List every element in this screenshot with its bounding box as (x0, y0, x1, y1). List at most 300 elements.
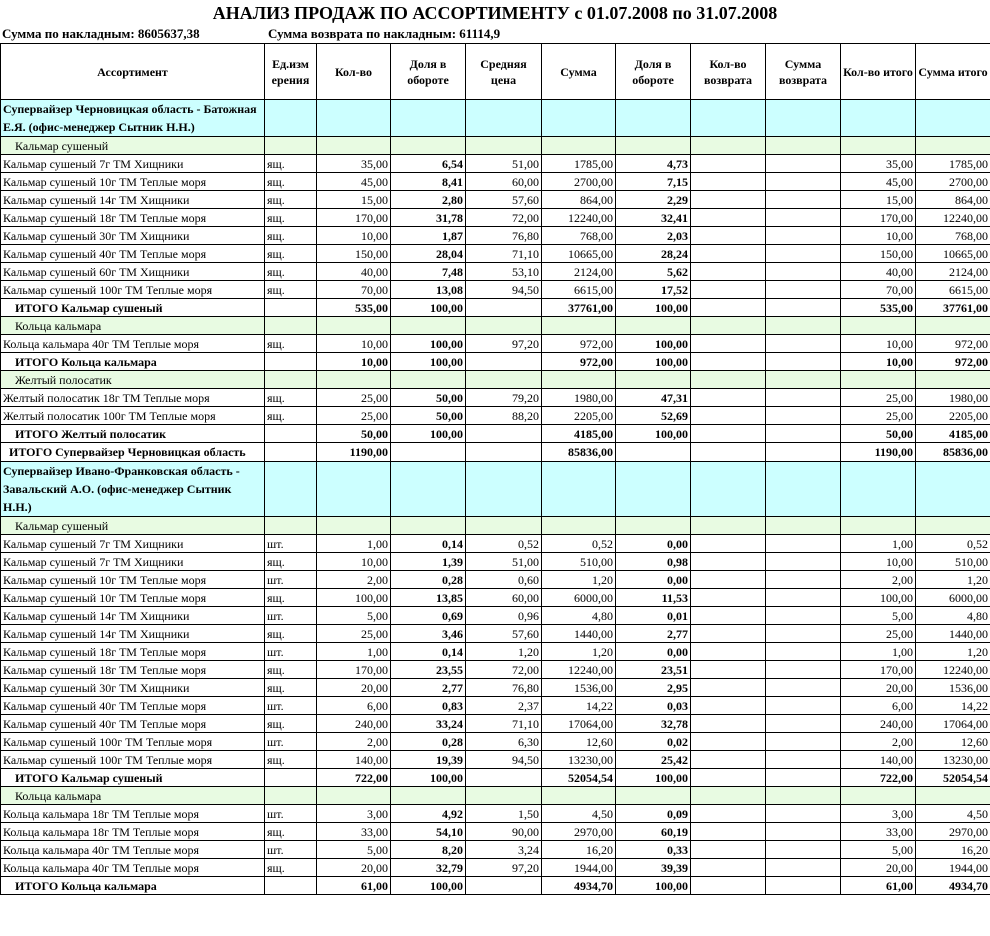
group-total-row (1, 769, 990, 787)
value-cell (841, 137, 916, 155)
value-cell (616, 137, 691, 155)
value-cell: 864,00 (542, 191, 616, 209)
value-cell: 79,20 (466, 389, 542, 407)
value-cell: 6000,00 (542, 589, 616, 607)
value-cell: 3,00 (317, 805, 391, 823)
value-cell: 100,00 (616, 299, 691, 317)
value-cell: 10,00 (841, 227, 916, 245)
empty-cell (317, 462, 391, 517)
assortment-cell: Кальмар сушеный 14г ТМ Хищники (1, 607, 265, 625)
value-cell: 11,53 (616, 589, 691, 607)
assortment-cell: Кольца кальмара 40г ТМ Теплые моря (1, 841, 265, 859)
value-cell (841, 371, 916, 389)
value-cell: 1,20 (466, 643, 542, 661)
value-cell: 10,00 (841, 353, 916, 371)
value-cell: 88,20 (466, 407, 542, 425)
value-cell: 40,00 (841, 263, 916, 281)
value-cell: 97,20 (466, 335, 542, 353)
value-cell: 20,00 (317, 679, 391, 697)
value-cell: 94,50 (466, 751, 542, 769)
supervisor-name: Супервайзер Ивано-Франковская область - Завальский А.О. (офис-менеджер Сытник Н.Н.) (1, 462, 265, 517)
sales-table (0, 43, 990, 895)
value-cell: 2,29 (616, 191, 691, 209)
value-cell (766, 191, 841, 209)
value-cell: 0,02 (616, 733, 691, 751)
value-cell: 2,77 (391, 679, 466, 697)
value-cell: 10,00 (841, 553, 916, 571)
table-row (1, 625, 990, 643)
value-cell: 17,52 (616, 281, 691, 299)
value-cell: 10,00 (317, 227, 391, 245)
value-cell (691, 553, 766, 571)
value-cell: 1,00 (841, 643, 916, 661)
value-cell: 10,00 (317, 553, 391, 571)
value-cell (841, 517, 916, 535)
value-cell: 2700,00 (542, 173, 616, 191)
value-cell (317, 787, 391, 805)
value-cell: 2205,00 (916, 407, 990, 425)
unit-cell (265, 787, 317, 805)
value-cell (691, 299, 766, 317)
value-cell: 17064,00 (916, 715, 990, 733)
value-cell: 2,77 (616, 625, 691, 643)
value-cell: 100,00 (391, 877, 466, 895)
unit-cell: ящ. (265, 823, 317, 841)
unit-cell (265, 425, 317, 443)
value-cell (766, 389, 841, 407)
value-cell (766, 643, 841, 661)
value-cell (542, 317, 616, 335)
value-cell: 76,80 (466, 679, 542, 697)
value-cell: 1,00 (317, 535, 391, 553)
assortment-cell: Кальмар сушеный 14г ТМ Хищники (1, 191, 265, 209)
value-cell: 90,00 (466, 823, 542, 841)
value-cell (766, 299, 841, 317)
value-cell: 510,00 (916, 553, 990, 571)
value-cell: 4185,00 (916, 425, 990, 443)
value-cell: 12240,00 (916, 209, 990, 227)
value-cell (766, 263, 841, 281)
value-cell: 28,24 (616, 245, 691, 263)
value-cell (766, 607, 841, 625)
value-cell: 4,80 (916, 607, 990, 625)
value-cell (841, 787, 916, 805)
table-row (1, 227, 990, 245)
value-cell (916, 371, 990, 389)
value-cell: 10665,00 (916, 245, 990, 263)
value-cell (466, 299, 542, 317)
value-cell: 33,00 (317, 823, 391, 841)
value-cell (691, 173, 766, 191)
value-cell: 0,98 (616, 553, 691, 571)
value-cell (466, 353, 542, 371)
empty-cell (616, 462, 691, 517)
col-share-sum: Доля в обороте (616, 44, 691, 100)
value-cell: 100,00 (616, 335, 691, 353)
col-unit: Ед.изм ерения (265, 44, 317, 100)
empty-cell (265, 462, 317, 517)
value-cell: 0,28 (391, 733, 466, 751)
value-cell (691, 389, 766, 407)
value-cell: 2,00 (841, 733, 916, 751)
empty-cell (841, 462, 916, 517)
value-cell: 0,28 (391, 571, 466, 589)
table-row (1, 607, 990, 625)
unit-cell: ящ. (265, 589, 317, 607)
return-sum: Сумма возврата по накладным: 61114,9 (268, 26, 501, 41)
value-cell: 0,52 (916, 535, 990, 553)
value-cell: 19,39 (391, 751, 466, 769)
value-cell (691, 625, 766, 643)
value-cell (466, 443, 542, 462)
table-row (1, 389, 990, 407)
value-cell: 100,00 (616, 353, 691, 371)
value-cell: 32,79 (391, 859, 466, 877)
supervisor-total-row (1, 443, 990, 462)
unit-cell: ящ. (265, 335, 317, 353)
unit-cell: ящ. (265, 679, 317, 697)
value-cell (466, 317, 542, 335)
value-cell (766, 517, 841, 535)
group-total-row (1, 299, 990, 317)
assortment-cell: ИТОГО Кальмар сушеный (1, 769, 265, 787)
unit-cell (265, 769, 317, 787)
value-cell: 1785,00 (916, 155, 990, 173)
value-cell: 2700,00 (916, 173, 990, 191)
supervisor-name: Супервайзер Черновицкая область - Батожная Е.Я. (офис-менеджер Сытник Н.Н.) (1, 100, 265, 137)
assortment-cell: Кольца кальмара (1, 317, 265, 335)
value-cell (916, 137, 990, 155)
value-cell: 2,03 (616, 227, 691, 245)
table-row (1, 823, 990, 841)
value-cell (766, 805, 841, 823)
unit-cell (265, 371, 317, 389)
value-cell (391, 787, 466, 805)
table-row (1, 263, 990, 281)
empty-cell (691, 462, 766, 517)
value-cell: 71,10 (466, 245, 542, 263)
value-cell (766, 841, 841, 859)
value-cell: 6615,00 (542, 281, 616, 299)
unit-cell: шт. (265, 733, 317, 751)
value-cell: 20,00 (317, 859, 391, 877)
value-cell: 35,00 (841, 155, 916, 173)
assortment-cell: Кольца кальмара 18г ТМ Теплые моря (1, 823, 265, 841)
table-row (1, 805, 990, 823)
table-row (1, 661, 990, 679)
value-cell: 10,00 (317, 335, 391, 353)
value-cell: 0,14 (391, 643, 466, 661)
group-row (1, 787, 990, 805)
value-cell: 13230,00 (542, 751, 616, 769)
value-cell: 45,00 (317, 173, 391, 191)
value-cell: 25,00 (841, 625, 916, 643)
assortment-cell: Кальмар сушеный 40г ТМ Теплые моря (1, 697, 265, 715)
value-cell: 23,55 (391, 661, 466, 679)
value-cell (542, 517, 616, 535)
value-cell: 25,00 (317, 407, 391, 425)
value-cell: 100,00 (391, 353, 466, 371)
value-cell: 150,00 (317, 245, 391, 263)
header-row (1, 44, 990, 100)
value-cell: 37761,00 (916, 299, 990, 317)
value-cell: 4,50 (542, 805, 616, 823)
value-cell (766, 589, 841, 607)
empty-cell (916, 462, 990, 517)
unit-cell (265, 877, 317, 895)
value-cell: 54,10 (391, 823, 466, 841)
value-cell: 170,00 (317, 661, 391, 679)
value-cell: 4,50 (916, 805, 990, 823)
assortment-cell: Желтый полосатик (1, 371, 265, 389)
value-cell (317, 371, 391, 389)
value-cell: 25,42 (616, 751, 691, 769)
assortment-cell: Кольца кальмара 40г ТМ Теплые моря (1, 335, 265, 353)
value-cell: 52054,54 (916, 769, 990, 787)
value-cell (766, 353, 841, 371)
unit-cell: ящ. (265, 191, 317, 209)
value-cell: 50,00 (841, 425, 916, 443)
value-cell: 0,52 (542, 535, 616, 553)
value-cell: 35,00 (317, 155, 391, 173)
value-cell: 535,00 (841, 299, 916, 317)
value-cell: 12,60 (542, 733, 616, 751)
value-cell: 972,00 (916, 335, 990, 353)
value-cell: 60,00 (466, 589, 542, 607)
value-cell: 722,00 (841, 769, 916, 787)
value-cell: 7,48 (391, 263, 466, 281)
value-cell: 5,00 (317, 607, 391, 625)
value-cell (766, 679, 841, 697)
value-cell (766, 155, 841, 173)
unit-cell: ящ. (265, 227, 317, 245)
assortment-cell: Кальмар сушеный 40г ТМ Теплые моря (1, 245, 265, 263)
value-cell: 10665,00 (542, 245, 616, 263)
assortment-cell: Кальмар сушеный (1, 137, 265, 155)
value-cell: 1944,00 (542, 859, 616, 877)
unit-cell: ящ. (265, 715, 317, 733)
value-cell (766, 625, 841, 643)
value-cell: 39,39 (616, 859, 691, 877)
value-cell (691, 589, 766, 607)
value-cell (466, 371, 542, 389)
unit-cell (265, 353, 317, 371)
value-cell: 4,73 (616, 155, 691, 173)
unit-cell: шт. (265, 607, 317, 625)
assortment-cell: ИТОГО Кольца кальмара (1, 877, 265, 895)
table-row (1, 173, 990, 191)
table-row (1, 697, 990, 715)
value-cell (766, 407, 841, 425)
value-cell: 50,00 (317, 425, 391, 443)
assortment-cell: Кальмар сушеный 40г ТМ Теплые моря (1, 715, 265, 733)
value-cell: 50,00 (391, 407, 466, 425)
value-cell: 2,00 (317, 571, 391, 589)
value-cell: 51,00 (466, 155, 542, 173)
value-cell (616, 443, 691, 462)
value-cell: 1536,00 (916, 679, 990, 697)
value-cell: 16,20 (542, 841, 616, 859)
value-cell (691, 823, 766, 841)
assortment-cell: Кальмар сушеный 30г ТМ Хищники (1, 227, 265, 245)
value-cell: 60,19 (616, 823, 691, 841)
assortment-cell: Кальмар сушеный (1, 517, 265, 535)
value-cell: 52,69 (616, 407, 691, 425)
value-cell: 25,00 (317, 389, 391, 407)
value-cell (691, 769, 766, 787)
value-cell: 2,00 (317, 733, 391, 751)
table-row (1, 751, 990, 769)
value-cell: 2124,00 (542, 263, 616, 281)
value-cell: 6615,00 (916, 281, 990, 299)
value-cell: 6,54 (391, 155, 466, 173)
value-cell (766, 245, 841, 263)
table-row (1, 733, 990, 751)
value-cell: 2970,00 (542, 823, 616, 841)
value-cell: 768,00 (916, 227, 990, 245)
assortment-cell: Кальмар сушеный 100г ТМ Теплые моря (1, 733, 265, 751)
value-cell (691, 571, 766, 589)
value-cell (766, 769, 841, 787)
value-cell: 864,00 (916, 191, 990, 209)
value-cell: 1,20 (542, 643, 616, 661)
unit-cell: шт. (265, 697, 317, 715)
col-total-qty: Кол-во итого (841, 44, 916, 100)
table-row (1, 679, 990, 697)
value-cell: 6,30 (466, 733, 542, 751)
value-cell: 768,00 (542, 227, 616, 245)
col-return-qty: Кол-во возврата (691, 44, 766, 100)
value-cell: 6,00 (841, 697, 916, 715)
table-row (1, 281, 990, 299)
assortment-cell: Кальмар сушеный 100г ТМ Теплые моря (1, 281, 265, 299)
value-cell: 17064,00 (542, 715, 616, 733)
value-cell (691, 805, 766, 823)
value-cell (691, 335, 766, 353)
empty-cell (691, 100, 766, 137)
value-cell: 1785,00 (542, 155, 616, 173)
value-cell: 20,00 (841, 679, 916, 697)
value-cell (766, 877, 841, 895)
assortment-cell: Кальмар сушеный 10г ТМ Теплые моря (1, 571, 265, 589)
value-cell: 4185,00 (542, 425, 616, 443)
value-cell: 12240,00 (542, 661, 616, 679)
value-cell: 16,20 (916, 841, 990, 859)
value-cell: 60,00 (466, 173, 542, 191)
table-row (1, 643, 990, 661)
value-cell (766, 317, 841, 335)
value-cell: 61,00 (841, 877, 916, 895)
assortment-cell: Кольца кальмара (1, 787, 265, 805)
value-cell: 3,46 (391, 625, 466, 643)
value-cell: 7,15 (616, 173, 691, 191)
value-cell: 2970,00 (916, 823, 990, 841)
value-cell (391, 317, 466, 335)
value-cell: 100,00 (317, 589, 391, 607)
unit-cell: шт. (265, 841, 317, 859)
value-cell (616, 787, 691, 805)
value-cell: 71,10 (466, 715, 542, 733)
table-row (1, 209, 990, 227)
value-cell: 0,09 (616, 805, 691, 823)
summary-line (0, 26, 990, 43)
value-cell: 52054,54 (542, 769, 616, 787)
value-cell: 13230,00 (916, 751, 990, 769)
table-row (1, 859, 990, 877)
unit-cell: ящ. (265, 553, 317, 571)
value-cell (691, 607, 766, 625)
value-cell (766, 733, 841, 751)
value-cell: 5,00 (841, 841, 916, 859)
table-row (1, 841, 990, 859)
value-cell: 140,00 (317, 751, 391, 769)
unit-cell: шт. (265, 643, 317, 661)
value-cell: 28,04 (391, 245, 466, 263)
value-cell: 1,20 (916, 571, 990, 589)
empty-cell (542, 100, 616, 137)
value-cell: 13,85 (391, 589, 466, 607)
supervisor-row (1, 462, 990, 517)
value-cell: 12240,00 (916, 661, 990, 679)
value-cell: 5,00 (841, 607, 916, 625)
value-cell: 13,08 (391, 281, 466, 299)
value-cell (317, 137, 391, 155)
value-cell: 5,00 (317, 841, 391, 859)
table-row (1, 155, 990, 173)
value-cell: 8,41 (391, 173, 466, 191)
unit-cell (265, 299, 317, 317)
value-cell (466, 769, 542, 787)
value-cell (691, 245, 766, 263)
value-cell: 2,95 (616, 679, 691, 697)
unit-cell (265, 443, 317, 462)
value-cell (466, 877, 542, 895)
value-cell: 47,31 (616, 389, 691, 407)
empty-cell (542, 462, 616, 517)
assortment-cell: ИТОГО Желтый полосатик (1, 425, 265, 443)
value-cell (691, 371, 766, 389)
assortment-cell: Кальмар сушеный 10г ТМ Теплые моря (1, 589, 265, 607)
assortment-cell: Кальмар сушеный 7г ТМ Хищники (1, 535, 265, 553)
value-cell: 150,00 (841, 245, 916, 263)
value-cell (766, 227, 841, 245)
value-cell: 0,33 (616, 841, 691, 859)
value-cell: 70,00 (841, 281, 916, 299)
col-return-sum: Сумма возврата (766, 44, 841, 100)
col-sum: Сумма (542, 44, 616, 100)
value-cell (841, 317, 916, 335)
value-cell (691, 679, 766, 697)
value-cell (391, 443, 466, 462)
value-cell: 140,00 (841, 751, 916, 769)
value-cell (766, 571, 841, 589)
assortment-cell: Кальмар сушеный 30г ТМ Хищники (1, 679, 265, 697)
value-cell: 0,00 (616, 535, 691, 553)
value-cell (691, 535, 766, 553)
value-cell (766, 137, 841, 155)
value-cell (691, 137, 766, 155)
value-cell: 1,20 (916, 643, 990, 661)
empty-cell (317, 100, 391, 137)
value-cell: 100,00 (391, 425, 466, 443)
value-cell: 100,00 (616, 877, 691, 895)
value-cell: 32,78 (616, 715, 691, 733)
empty-cell (916, 100, 990, 137)
value-cell: 1,39 (391, 553, 466, 571)
value-cell (766, 209, 841, 227)
col-qty: Кол-во (317, 44, 391, 100)
value-cell: 0,69 (391, 607, 466, 625)
